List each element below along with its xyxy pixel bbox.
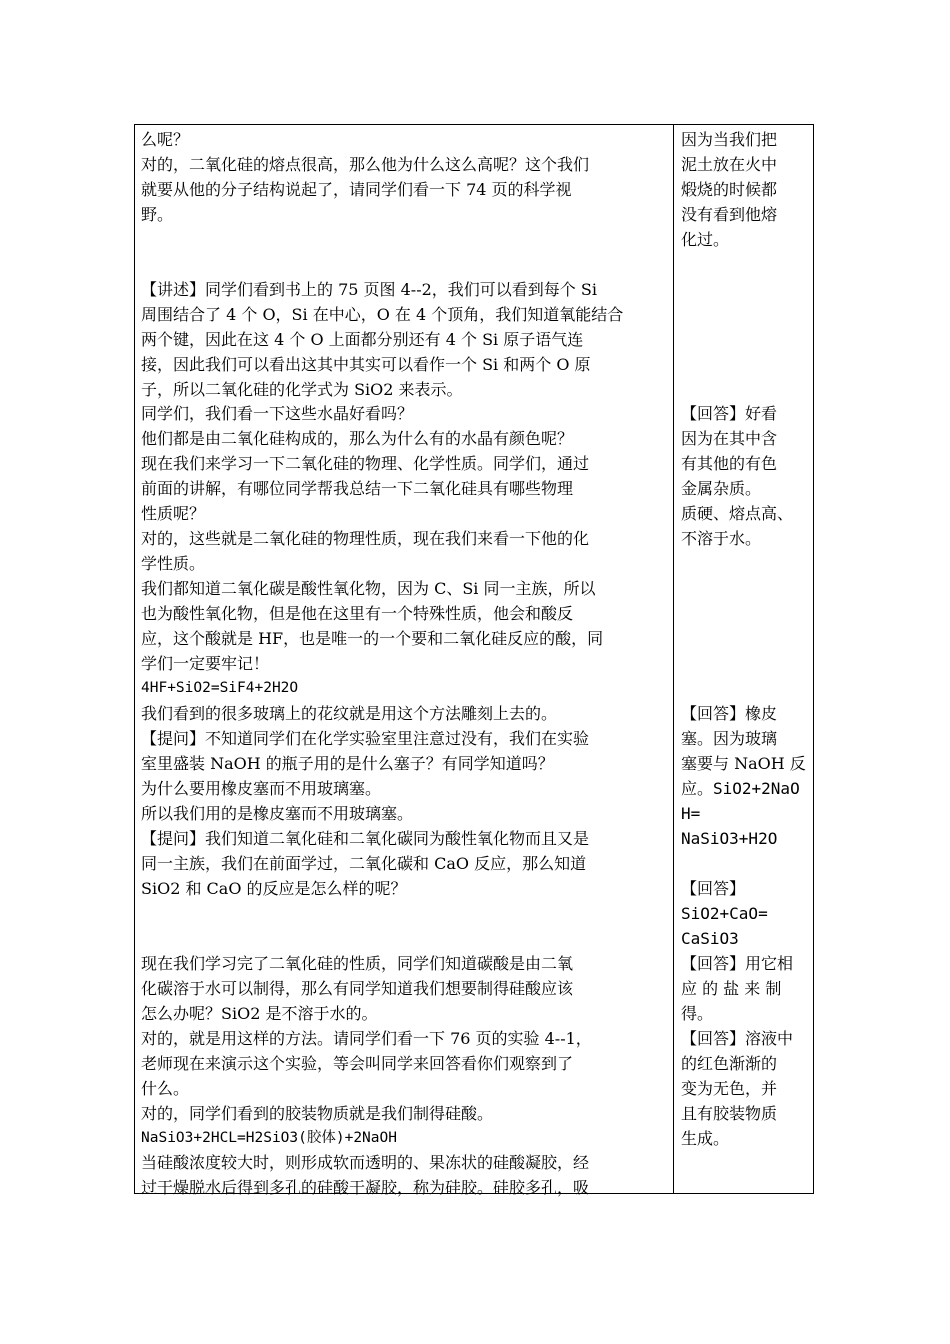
side-line: CaSiO3 [681,929,739,948]
side-line: 变为无色，并 [681,1079,778,1098]
side-line: 【回答】 [681,879,746,898]
main-line: SiO2 和 CaO 的反应是怎么样的呢？ [141,879,407,898]
main-line: 什么。 [141,1079,190,1098]
main-line: 对的，二氧化硅的熔点很高，那么他为什么这么高呢？这个我们 [141,155,590,174]
main-line: 对的，就是用这样的方法。请同学们看一下 76 页的实验 4--1， [141,1029,592,1048]
side-line: 【回答】橡皮 [681,704,778,723]
side-line: 不溶于水。 [681,529,762,548]
side-line: 【回答】好看 [681,404,778,423]
main-line: 子，所以二氧化硅的化学式为 SiO2 来表示。 [141,380,463,399]
side-line: 且有胶装物质 [681,1104,778,1123]
column-divider [673,125,674,1193]
main-line: 他们都是由二氧化硅构成的，那么为什么有的水晶有颜色呢？ [141,429,574,448]
main-line: 【提问】我们知道二氧化硅和二氧化碳同为酸性氧化物而且又是 [141,829,590,848]
main-line: 前面的讲解，有哪位同学帮我总结一下二氧化硅具有哪些物理 [141,479,574,498]
equation-silicic-acid: NaSiO3+2HCL=H2SiO3(胶体)+2NaOH [141,1130,397,1146]
side-line: 应。SiO2+2NaO [681,779,800,798]
side-line: 得。 [681,1004,714,1023]
lesson-plan-table [134,124,814,1197]
main-line: 现在我们学习完了二氧化硅的性质，同学们知道碳酸是由二氧 [141,954,574,973]
side-line: 因为在其中含 [681,429,778,448]
main-line: 么呢？ [141,130,190,149]
equation-hf: 4HF+SiO2=SiF4+2H2O [141,680,299,696]
main-line: 野。 [141,205,174,224]
main-line: 同一主族，我们在前面学过，二氧化碳和 CaO 反应，那么知道 [141,854,587,873]
side-line: 没有看到他熔 [681,205,778,224]
side-line: 生成。 [681,1129,730,1148]
side-line: 泥土放在火中 [681,155,778,174]
side-line: 有其他的有色 [681,454,778,473]
side-line: 化过。 [681,230,730,249]
main-line: 化碳溶于水可以制得，那么有同学知道我们想要制得硅酸应该 [141,979,574,998]
main-line: 学们一定要牢记！ [141,654,270,673]
main-line: 【提问】不知道同学们在化学实验室里注意过没有，我们在实验 [141,729,590,748]
main-line: 为什么要用橡皮塞而不用玻璃塞。 [141,779,382,798]
side-line: 【回答】用它相 [681,954,794,973]
side-line: H= [681,804,701,823]
main-line: 【讲述】同学们看到书上的 75 页图 4--2，我们可以看到每个 Si [141,280,597,299]
main-line: 所以我们用的是橡皮塞而不用玻璃塞。 [141,804,414,823]
main-line: 老师现在来演示这个实验，等会叫同学来回答看你们观察到了 [141,1054,574,1073]
main-line: 也为酸性氧化物，但是他在这里有一个特殊性质，他会和酸反 [141,604,574,623]
side-line: 【回答】溶液中 [681,1029,794,1048]
main-line: 对的，这些就是二氧化硅的物理性质，现在我们来看一下他的化 [141,529,590,548]
main-line: 怎么办呢？SiO2 是不溶于水的。 [141,1004,378,1023]
main-line: 学性质。 [141,554,206,573]
main-line: 接，因此我们可以看出这其中其实可以看作一个 Si 和两个 O 原 [141,355,591,374]
main-line: 周围结合了 4 个 O，Si 在中心，O 在 4 个顶角，我们知道氧能结合 [141,305,624,324]
side-line: 塞。因为玻璃 [681,729,778,748]
main-line: 对的，同学们看到的胶装物质就是我们制得硅酸。 [141,1104,494,1123]
main-line: 我们看到的很多玻璃上的花纹就是用这个方法雕刻上去的。 [141,704,558,723]
side-line: 应 的 盐 来 制 [681,979,782,998]
side-line: 质硬、熔点高、 [681,504,794,523]
main-line: 当硅酸浓度较大时，则形成软而透明的、果冻状的硅酸凝胶，经 [141,1153,590,1172]
main-line: 现在我们来学习一下二氧化硅的物理、化学性质。同学们，通过 [141,454,590,473]
main-line: 室里盛装 NaOH 的瓶子用的是什么塞子？有同学知道吗？ [141,754,554,773]
side-line: 因为当我们把 [681,130,778,149]
main-line: 两个键，因此在这 4 个 O 上面都分别还有 4 个 Si 原子语气连 [141,330,584,349]
side-line: SiO2+CaO= [681,904,768,923]
main-line: 同学们，我们看一下这些水晶好看吗？ [141,404,414,423]
side-line: NaSiO3+H2O [681,829,778,848]
side-line: 的红色渐渐的 [681,1054,778,1073]
main-line: 应，这个酸就是 HF，也是唯一的一个要和二氧化硅反应的酸，同 [141,629,604,648]
main-line: 性质呢？ [141,504,206,523]
main-line: 就要从他的分子结构说起了，请同学们看一下 74 页的科学视 [141,180,572,199]
main-line: 我们都知道二氧化碳是酸性氧化物，因为 C、Si 同一主族，所以 [141,579,596,598]
side-line: 煅烧的时候都 [681,180,778,199]
side-line: 塞要与 NaOH 反 [681,754,806,773]
main-line: 过干燥脱水后得到多孔的硅酸干凝胶，称为硅胶。硅胶多孔，吸 [141,1178,590,1197]
side-line: 金属杂质。 [681,479,762,498]
